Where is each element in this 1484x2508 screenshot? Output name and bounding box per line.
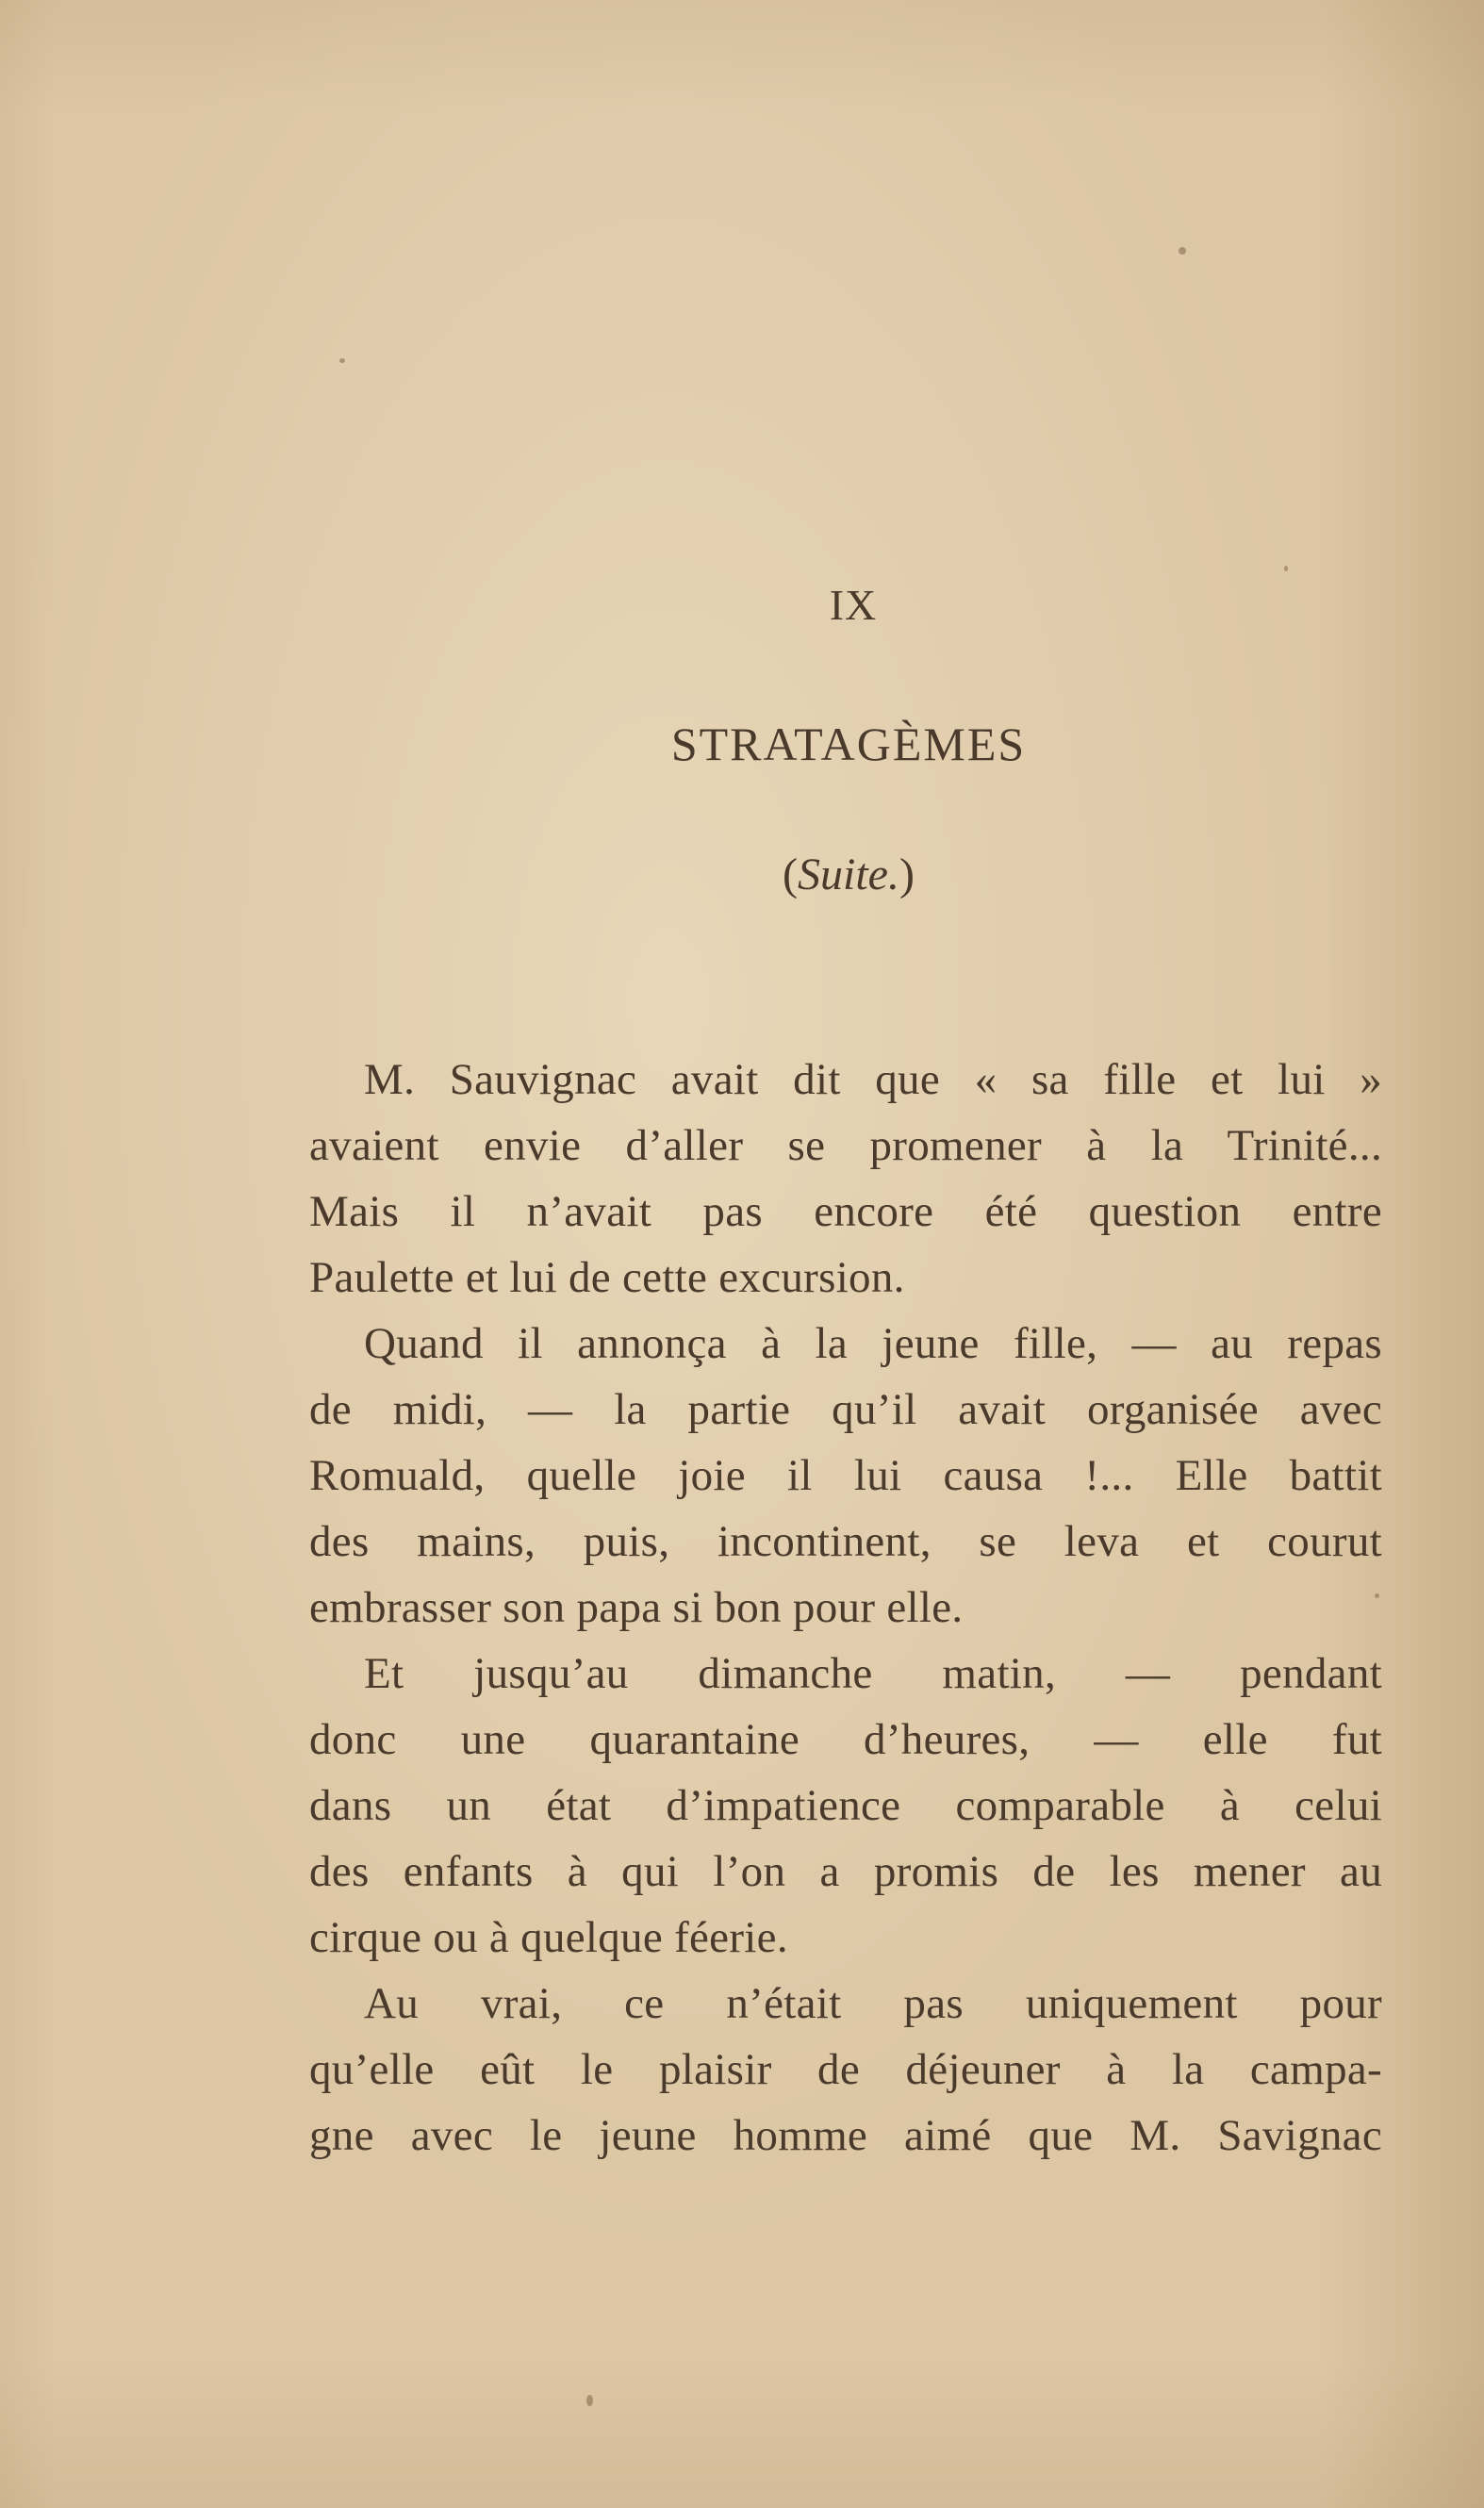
paper-speck [1284, 566, 1288, 571]
text-line: des mains, puis, incontinent, se leva et courut [309, 1517, 1382, 1566]
text-line: de midi, — la partie qu’il avait organisée avec [309, 1385, 1382, 1434]
paper-speck [586, 2395, 593, 2406]
text-line: qu’elle eût le plaisir de déjeuner à la campa- [309, 2045, 1382, 2094]
text-line: M. Sauvignac avait dit que « sa fille et lui » [364, 1055, 1382, 1104]
chapter-title: STRATAGÈMES [670, 718, 1027, 770]
paper-speck [339, 358, 345, 363]
chapter-number: IX [829, 581, 878, 629]
body-text [309, 1047, 1382, 2169]
text-line: des enfants à qui l’on a promis de les mener au [309, 1847, 1382, 1896]
subtitle-close-paren: ) [899, 850, 915, 899]
text-line: Quand il annonça à la jeune fille, — au repas [364, 1319, 1382, 1368]
text-line: Romuald, quelle joie il lui causa !... Elle battit [309, 1451, 1382, 1500]
text-line: Et jusqu’au dimanche matin, — pendant [364, 1649, 1382, 1698]
text-line: Au vrai, ce n’était pas uniquement pour [364, 1979, 1382, 2028]
text-line: avaient envie d’aller se promener à la Trinité... [309, 1121, 1382, 1170]
text-line: Mais il n’avait pas encore été question entre [309, 1187, 1382, 1236]
subtitle-text: Suite. [798, 850, 899, 899]
text-line: dans un état d’impatience comparable à celui [309, 1781, 1382, 1830]
paper-speck [1179, 247, 1186, 255]
text-line: embrasser son papa si bon pour elle. [309, 1583, 964, 1632]
text-line: cirque ou à quelque féerie. [309, 1913, 788, 1962]
text-line: donc une quarantaine d’heures, — elle fut [309, 1715, 1382, 1764]
text-line: Paulette et lui de cette excursion. [309, 1253, 905, 1302]
subtitle-open-paren: ( [783, 850, 798, 899]
text-line: gne avec le jeune homme aimé que M. Savignac [309, 2111, 1382, 2160]
chapter-subtitle [0, 849, 1484, 900]
